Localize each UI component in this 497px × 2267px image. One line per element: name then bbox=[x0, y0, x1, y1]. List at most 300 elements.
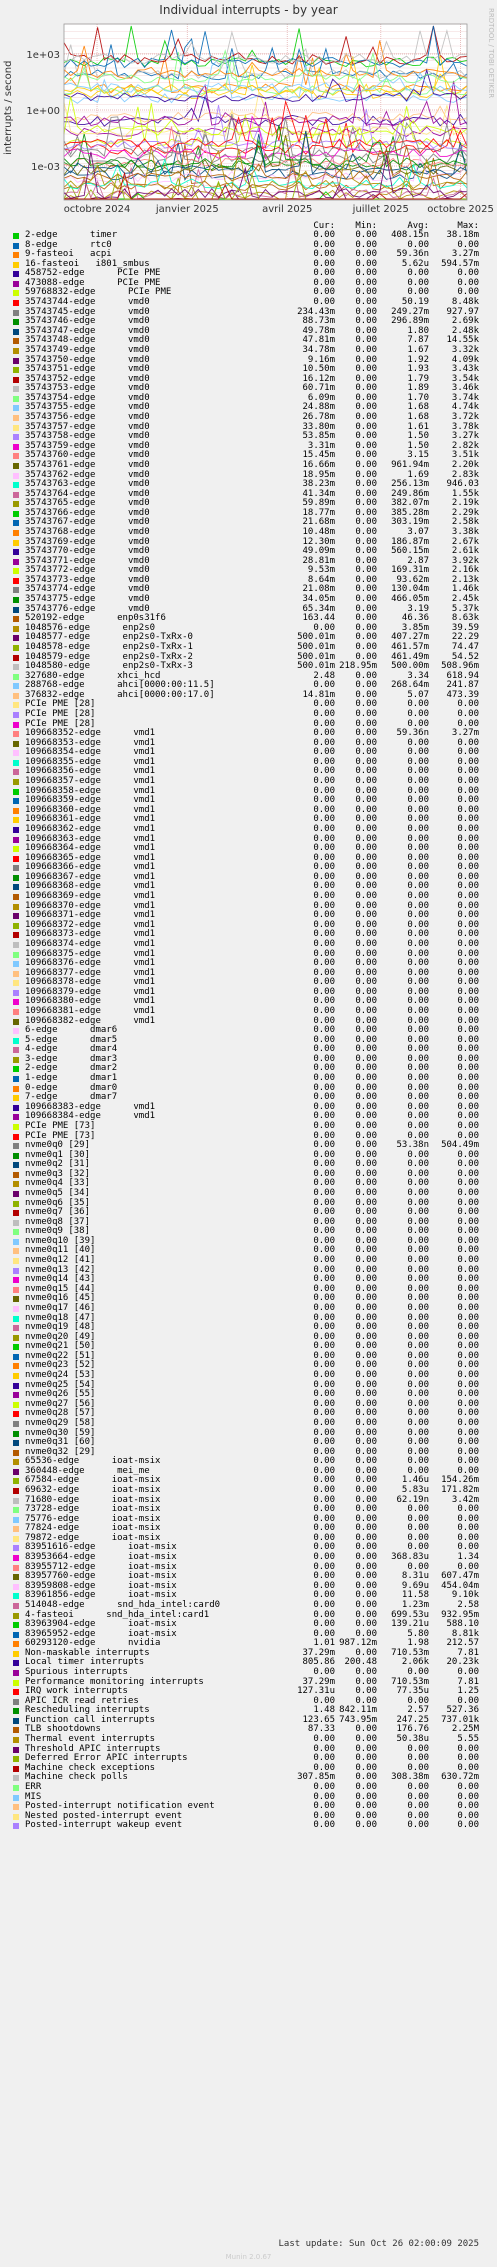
legend-swatch bbox=[13, 1565, 19, 1571]
legend-avg: 0.00 bbox=[407, 1456, 429, 1467]
legend-max: 8.48k bbox=[451, 297, 479, 308]
legend-avg: 1.92 bbox=[407, 354, 429, 365]
legend-label: Threshold APIC interrupts bbox=[25, 1743, 161, 1754]
legend-label: 2-edge timer bbox=[25, 230, 118, 240]
legend-avg: 303.19m bbox=[391, 517, 429, 528]
legend-swatch bbox=[13, 1153, 19, 1159]
legend-max: 0.00 bbox=[457, 1274, 479, 1285]
legend-min: 0.00 bbox=[355, 1590, 377, 1601]
legend-avg: 3.15 bbox=[407, 450, 429, 461]
chart-title: Individual interrupts - by year bbox=[159, 3, 338, 17]
legend-avg: 0.00 bbox=[407, 1801, 429, 1812]
legend-max: 0.00 bbox=[457, 1446, 479, 1457]
legend-cur: 0.00 bbox=[313, 1484, 335, 1495]
legend-cur: 0.00 bbox=[313, 1111, 335, 1122]
legend-min: 0.00 bbox=[355, 230, 377, 240]
legend-cur: 0.00 bbox=[313, 1159, 335, 1170]
legend-swatch bbox=[13, 741, 19, 747]
legend-row bbox=[0, 1821, 497, 1831]
legend-swatch bbox=[13, 434, 19, 440]
legend-min: 0.00 bbox=[355, 1341, 377, 1352]
legend-avg: 59.36n bbox=[396, 249, 429, 260]
legend-min: 0.00 bbox=[355, 1417, 377, 1428]
legend-avg: 461.49m bbox=[391, 651, 429, 662]
legend-avg: 0.00 bbox=[407, 996, 429, 1007]
legend-min: 0.00 bbox=[355, 565, 377, 576]
legend-cur: 0.00 bbox=[313, 804, 335, 815]
x-tick-label: juillet 2025 bbox=[352, 204, 409, 215]
legend-min: 0.00 bbox=[355, 344, 377, 355]
legend-max: 0.00 bbox=[457, 1820, 479, 1831]
legend-label: 109668367-edge vmd1 bbox=[25, 871, 156, 882]
legend-swatch bbox=[13, 1028, 19, 1034]
legend-min: 0.00 bbox=[355, 1571, 377, 1582]
legend-swatch bbox=[13, 444, 19, 450]
legend-max: 618.94 bbox=[446, 670, 479, 681]
legend-min: 0.00 bbox=[355, 1695, 377, 1706]
legend-avg: 62.19n bbox=[396, 1494, 429, 1505]
legend-cur: 0.00 bbox=[313, 1437, 335, 1448]
legend-label: Posted-interrupt notification event bbox=[25, 1801, 215, 1812]
legend-label: 1048580-edge enp2s0-TxRx-3 bbox=[25, 661, 193, 672]
legend-avg: 0.00 bbox=[407, 977, 429, 988]
legend-cur: 6.09m bbox=[307, 392, 335, 403]
legend-max: 0.00 bbox=[457, 1082, 479, 1093]
legend-max: 454.04m bbox=[441, 1580, 479, 1591]
legend-max: 2.45k bbox=[451, 594, 479, 605]
legend-max: 0.00 bbox=[457, 718, 479, 729]
legend-min: 0.00 bbox=[355, 1312, 377, 1323]
legend-swatch bbox=[13, 329, 19, 335]
legend-swatch bbox=[13, 597, 19, 603]
legend-cur: 0.00 bbox=[313, 1350, 335, 1361]
legend-cur: 0.00 bbox=[313, 1389, 335, 1400]
legend-min: 0.00 bbox=[355, 536, 377, 547]
legend-max: 0.00 bbox=[457, 996, 479, 1007]
legend-cur: 0.00 bbox=[313, 1408, 335, 1419]
legend-avg: 0.00 bbox=[407, 1005, 429, 1016]
legend-swatch bbox=[13, 1718, 19, 1724]
legend-label: nvme0q3 [32] bbox=[25, 1168, 91, 1179]
legend-label: Function call interrupts bbox=[25, 1714, 156, 1725]
legend-max: 0.00 bbox=[457, 967, 479, 978]
legend-label: 3-edge dmar3 bbox=[25, 1053, 118, 1064]
legend-cur: 9.16m bbox=[307, 354, 335, 365]
legend-min: 0.00 bbox=[355, 1159, 377, 1170]
legend-label: 1048577-edge enp2s0-TxRx-0 bbox=[25, 632, 193, 643]
legend-label: 109668359-edge vmd1 bbox=[25, 795, 156, 806]
legend-label: 109668368-edge vmd1 bbox=[25, 881, 156, 892]
legend-swatch bbox=[13, 1727, 19, 1733]
legend-max: 527.36 bbox=[446, 1705, 479, 1716]
x-tick-label: avril 2025 bbox=[262, 204, 313, 215]
legend-min: 0.00 bbox=[355, 1398, 377, 1409]
legend-max: 2.58 bbox=[457, 1599, 479, 1610]
legend-min: 0.00 bbox=[355, 737, 377, 748]
legend-min: 0.00 bbox=[355, 594, 377, 605]
legend-max: 3.51k bbox=[451, 450, 479, 461]
legend-max: 2.48k bbox=[451, 325, 479, 336]
legend-label: 4-fasteoi snd_hda_intel:card1 bbox=[25, 1609, 210, 1620]
legend-cur: 0.00 bbox=[313, 622, 335, 633]
legend-avg: 0.00 bbox=[407, 1101, 429, 1112]
legend-label: 360448-edge mei_me bbox=[25, 1465, 150, 1476]
legend-label: Rescheduling interrupts bbox=[25, 1705, 150, 1716]
legend-max: 0.00 bbox=[457, 1149, 479, 1160]
legend-swatch bbox=[13, 243, 19, 249]
legend-cur: 60.71m bbox=[302, 383, 335, 394]
legend-label: 35743771-edge vmd0 bbox=[25, 555, 150, 566]
legend-cur: 0.00 bbox=[313, 1312, 335, 1323]
legend-swatch bbox=[13, 865, 19, 871]
legend-swatch bbox=[13, 1775, 19, 1781]
legend-cur: 0.00 bbox=[313, 977, 335, 988]
legend-min: 0.00 bbox=[355, 833, 377, 844]
legend-swatch bbox=[13, 530, 19, 536]
legend-min: 0.00 bbox=[355, 1609, 377, 1620]
legend-label: nvme0q24 [53] bbox=[25, 1370, 96, 1381]
legend-max: 0.00 bbox=[457, 1216, 479, 1227]
legend-cur: 0.00 bbox=[313, 900, 335, 911]
legend-min: 0.00 bbox=[355, 1063, 377, 1074]
legend-swatch bbox=[13, 942, 19, 948]
legend-min: 0.00 bbox=[355, 239, 377, 250]
legend-max: 0.00 bbox=[457, 1417, 479, 1428]
legend-min: 0.00 bbox=[355, 929, 377, 940]
legend-label: IRQ work interrupts bbox=[25, 1686, 128, 1697]
legend-min: 0.00 bbox=[355, 1523, 377, 1534]
x-tick-label: octobre 2024 bbox=[63, 204, 131, 215]
legend-cur: 0.00 bbox=[313, 1341, 335, 1352]
legend-swatch bbox=[13, 923, 19, 929]
legend-min: 0.00 bbox=[355, 910, 377, 921]
legend-min: 0.00 bbox=[355, 498, 377, 509]
legend-max: 20.23k bbox=[446, 1657, 479, 1668]
legend-min: 0.00 bbox=[355, 900, 377, 911]
legend-swatch bbox=[13, 817, 19, 823]
legend-label: MIS bbox=[25, 1791, 42, 1802]
legend-max: 3.54k bbox=[451, 373, 479, 384]
legend-min: 0.00 bbox=[355, 1302, 377, 1313]
legend-min: 0.00 bbox=[355, 1484, 377, 1495]
legend-avg: 0.00 bbox=[407, 776, 429, 787]
legend-swatch bbox=[13, 1603, 19, 1609]
legend-max: 0.00 bbox=[457, 1312, 479, 1323]
legend-label: 16-fasteoi i801_smbus bbox=[25, 258, 150, 269]
legend-max: 0.00 bbox=[457, 1178, 479, 1189]
legend-swatch bbox=[13, 1689, 19, 1695]
legend-cur: 0.00 bbox=[313, 958, 335, 969]
legend-avg: 710.53m bbox=[391, 1647, 429, 1658]
legend-swatch bbox=[13, 1766, 19, 1772]
legend-label: nvme0q25 [54] bbox=[25, 1379, 96, 1390]
legend-cur: 0.00 bbox=[313, 1446, 335, 1457]
legend-swatch bbox=[13, 1095, 19, 1101]
legend-label: Deferred Error APIC interrupts bbox=[25, 1753, 188, 1764]
legend-min: 0.00 bbox=[355, 1456, 377, 1467]
legend-avg: 0.00 bbox=[407, 900, 429, 911]
legend-min: 0.00 bbox=[355, 1015, 377, 1026]
legend-label: 109668366-edge vmd1 bbox=[25, 862, 156, 873]
legend-label: nvme0q15 [44] bbox=[25, 1283, 96, 1294]
legend-avg: 1.89 bbox=[407, 383, 429, 394]
legend-max: 0.00 bbox=[457, 1523, 479, 1534]
legend-avg: 0.00 bbox=[407, 1092, 429, 1103]
legend-max: 3.46k bbox=[451, 383, 479, 394]
legend-swatch bbox=[13, 1507, 19, 1513]
legend-max: 7.81 bbox=[457, 1676, 479, 1687]
legend-avg: 268.64m bbox=[391, 680, 429, 691]
legend-swatch bbox=[13, 952, 19, 958]
legend-cur: 0.00 bbox=[313, 756, 335, 767]
legend-avg: 0.00 bbox=[407, 1331, 429, 1342]
legend-avg: 0.00 bbox=[407, 1504, 429, 1515]
legend-swatch bbox=[13, 1057, 19, 1063]
legend-swatch bbox=[13, 1335, 19, 1341]
legend-swatch bbox=[13, 626, 19, 632]
legend-max: 0.00 bbox=[457, 929, 479, 940]
legend-label: 35743752-edge vmd0 bbox=[25, 373, 150, 384]
legend-max: 0.00 bbox=[457, 1226, 479, 1237]
legend-avg: 139.21u bbox=[391, 1619, 429, 1630]
legend-min: 0.00 bbox=[355, 1350, 377, 1361]
legend-avg: 0.00 bbox=[407, 1073, 429, 1084]
legend-swatch bbox=[13, 386, 19, 392]
legend-swatch bbox=[13, 932, 19, 938]
legend-avg: 1.50 bbox=[407, 440, 429, 451]
legend-swatch bbox=[13, 377, 19, 383]
legend-cur: 805.86 bbox=[302, 1657, 335, 1668]
legend-min: 0.00 bbox=[355, 641, 377, 652]
legend-swatch bbox=[13, 664, 19, 670]
legend-avg: 0.00 bbox=[407, 1034, 429, 1045]
legend-cur: 0.00 bbox=[313, 1005, 335, 1016]
legend-label: 109668353-edge vmd1 bbox=[25, 737, 156, 748]
legend-cur: 0.00 bbox=[313, 1609, 335, 1620]
legend-swatch bbox=[13, 415, 19, 421]
legend-cur: 0.00 bbox=[313, 929, 335, 940]
legend-min: 0.00 bbox=[355, 249, 377, 260]
legend-cur: 500.01m bbox=[297, 632, 335, 643]
legend-swatch bbox=[13, 587, 19, 593]
legend-avg: 1.68 bbox=[407, 402, 429, 413]
legend-max: 0.00 bbox=[457, 1063, 479, 1074]
legend-label: 35743750-edge vmd0 bbox=[25, 354, 150, 365]
legend-max: 3.74k bbox=[451, 392, 479, 403]
legend-max: 0.00 bbox=[457, 1513, 479, 1524]
legend-label: PCIe PME [73] bbox=[25, 1130, 96, 1141]
legend-max: 0.00 bbox=[457, 776, 479, 787]
y-tick-label: 1e+00 bbox=[26, 106, 60, 117]
legend-swatch bbox=[13, 1354, 19, 1360]
legend-label: 35743774-edge vmd0 bbox=[25, 584, 150, 595]
legend-cur: 0.00 bbox=[313, 948, 335, 959]
legend-min: 0.00 bbox=[355, 383, 377, 394]
legend-max: 508.96m bbox=[441, 661, 479, 672]
legend-avg: 0.00 bbox=[407, 699, 429, 710]
legend-min: 0.00 bbox=[355, 622, 377, 633]
legend-min: 0.00 bbox=[355, 431, 377, 442]
legend-max: 932.95m bbox=[441, 1609, 479, 1620]
legend-swatch bbox=[13, 1316, 19, 1322]
legend-label: 69632-edge ioat-msix bbox=[25, 1484, 161, 1495]
legend-label: nvme0q27 [56] bbox=[25, 1398, 96, 1409]
legend-swatch bbox=[13, 1670, 19, 1676]
legend-swatch bbox=[13, 1325, 19, 1331]
legend-swatch bbox=[13, 1536, 19, 1542]
legend-label: 109668381-edge vmd1 bbox=[25, 1005, 156, 1016]
legend-max: 3.42m bbox=[451, 1494, 479, 1505]
legend-cur: 0.00 bbox=[313, 1571, 335, 1582]
legend-cur: 10.48m bbox=[302, 526, 335, 537]
legend-avg: 0.00 bbox=[407, 1015, 429, 1026]
legend-max: 0.00 bbox=[457, 766, 479, 777]
legend-label: nvme0q5 [34] bbox=[25, 1188, 91, 1198]
legend-cur: 0.00 bbox=[313, 680, 335, 691]
legend-min: 0.00 bbox=[355, 814, 377, 825]
legend-min: 0.00 bbox=[355, 1111, 377, 1122]
legend-min: 0.00 bbox=[355, 1092, 377, 1103]
legend-swatch bbox=[13, 1450, 19, 1456]
legend-swatch bbox=[13, 1747, 19, 1753]
legend-swatch bbox=[13, 425, 19, 431]
legend-swatch bbox=[13, 1622, 19, 1628]
legend-label: 473088-edge PCIe PME bbox=[25, 277, 161, 288]
legend-swatch bbox=[13, 1632, 19, 1638]
legend-min: 0.00 bbox=[355, 412, 377, 423]
legend-cur: 47.81m bbox=[302, 335, 335, 346]
legend-max: 0.00 bbox=[457, 1561, 479, 1572]
legend-swatch bbox=[13, 1114, 19, 1120]
legend-label: 109668383-edge vmd1 bbox=[25, 1101, 156, 1112]
legend-avg: 0.00 bbox=[407, 843, 429, 854]
legend-min: 0.00 bbox=[355, 613, 377, 624]
legend-cur: 0.00 bbox=[313, 1245, 335, 1256]
legend-avg: 0.00 bbox=[407, 1025, 429, 1036]
legend-cur: 0.00 bbox=[313, 1322, 335, 1333]
legend-label: 83953664-edge ioat-msix bbox=[25, 1552, 177, 1563]
legend-swatch bbox=[13, 1181, 19, 1187]
legend-min: 0.00 bbox=[355, 1465, 377, 1476]
legend-swatch bbox=[13, 1756, 19, 1762]
legend-min: 0.00 bbox=[355, 1255, 377, 1266]
legend-max: 8.63k bbox=[451, 613, 479, 624]
legend-cur: 0.00 bbox=[313, 833, 335, 844]
legend-max: 0.00 bbox=[457, 1130, 479, 1141]
legend-cur: 0.00 bbox=[313, 1504, 335, 1515]
legend-min: 0.00 bbox=[355, 603, 377, 614]
legend-max: 1.34 bbox=[457, 1552, 479, 1563]
legend-min: 0.00 bbox=[355, 632, 377, 643]
legend-avg: 176.76 bbox=[396, 1724, 429, 1735]
legend-swatch bbox=[13, 980, 19, 986]
legend-label: nvme0q2 [31] bbox=[25, 1159, 91, 1170]
legend-max: 0.00 bbox=[457, 1791, 479, 1802]
legend-cur: 33.80m bbox=[302, 421, 335, 432]
legend-avg: 50.19 bbox=[401, 297, 429, 308]
legend-avg: 385.28m bbox=[391, 507, 429, 518]
legend-label: Performance monitoring interrupts bbox=[25, 1676, 204, 1687]
legend-min: 0.00 bbox=[355, 1676, 377, 1687]
legend-max: 0.00 bbox=[457, 977, 479, 988]
legend-cur: 0.00 bbox=[313, 1398, 335, 1409]
legend-min: 0.00 bbox=[355, 804, 377, 815]
legend-cur: 0.00 bbox=[313, 1274, 335, 1285]
legend-max: 0.00 bbox=[457, 1350, 479, 1361]
legend-swatch bbox=[13, 722, 19, 728]
legend-label: 109668361-edge vmd1 bbox=[25, 814, 156, 825]
legend-avg: 0.00 bbox=[407, 1523, 429, 1534]
legend-avg: 2.87 bbox=[407, 555, 429, 566]
legend-avg: 77.35u bbox=[396, 1686, 429, 1697]
legend-avg: 560.15m bbox=[391, 546, 429, 557]
legend-avg: 0.00 bbox=[407, 1398, 429, 1409]
legend-label: 109668354-edge vmd1 bbox=[25, 747, 156, 758]
legend-swatch bbox=[13, 559, 19, 565]
legend-cur: 21.08m bbox=[302, 584, 335, 595]
legend-cur: 0.00 bbox=[313, 1734, 335, 1745]
legend-swatch bbox=[13, 367, 19, 373]
legend-min: 0.00 bbox=[355, 1561, 377, 1572]
legend-swatch bbox=[13, 798, 19, 804]
legend-label: 109668373-edge vmd1 bbox=[25, 929, 156, 940]
legend-min: 0.00 bbox=[355, 1475, 377, 1486]
legend-avg: 1.46u bbox=[401, 1475, 429, 1486]
legend-max: 22.29 bbox=[451, 632, 479, 643]
legend-cur: 1.48 bbox=[313, 1705, 335, 1716]
legend-swatch bbox=[13, 837, 19, 843]
legend-swatch bbox=[13, 1009, 19, 1015]
legend-label: 35743745-edge vmd0 bbox=[25, 306, 150, 317]
legend-max: 0.00 bbox=[457, 1667, 479, 1677]
legend-swatch bbox=[13, 1593, 19, 1599]
legend-min: 0.00 bbox=[355, 1168, 377, 1179]
legend-cur: 37.29m bbox=[302, 1647, 335, 1658]
legend-min: 0.00 bbox=[355, 1647, 377, 1658]
legend-avg: 368.83u bbox=[391, 1552, 429, 1563]
legend-cur: 38.23m bbox=[302, 479, 335, 490]
legend-label: PCIe PME [28] bbox=[25, 718, 96, 729]
legend-avg: 0.00 bbox=[407, 1044, 429, 1055]
legend-max: 74.47 bbox=[451, 641, 479, 652]
legend-cur: 12.30m bbox=[302, 536, 335, 547]
legend-swatch bbox=[13, 1431, 19, 1437]
legend-label: 60293120-edge nvidia bbox=[25, 1638, 161, 1649]
legend-min: 0.00 bbox=[355, 373, 377, 384]
legend-avg: 0.00 bbox=[407, 1753, 429, 1764]
legend-min: 0.00 bbox=[355, 1101, 377, 1112]
legend-swatch bbox=[13, 1498, 19, 1504]
legend-min: 0.00 bbox=[355, 1178, 377, 1189]
legend-avg: 0.00 bbox=[407, 756, 429, 767]
legend-avg: 0.00 bbox=[407, 268, 429, 279]
legend-min: 0.00 bbox=[355, 1331, 377, 1342]
legend-min: 0.00 bbox=[355, 1082, 377, 1093]
legend-label: 73728-edge ioat-msix bbox=[25, 1504, 161, 1515]
legend-avg: 0.00 bbox=[407, 1810, 429, 1821]
legend-label: 71680-edge ioat-msix bbox=[25, 1494, 161, 1505]
legend-cur: 0.00 bbox=[313, 871, 335, 882]
legend-max: 0.00 bbox=[457, 1302, 479, 1313]
legend-swatch bbox=[13, 396, 19, 402]
legend-cur: 0.00 bbox=[313, 239, 335, 250]
legend-min: 0.00 bbox=[355, 335, 377, 346]
legend-avg: 0.00 bbox=[407, 1111, 429, 1122]
legend-avg: 0.00 bbox=[407, 795, 429, 806]
legend-cur: 163.44 bbox=[302, 613, 335, 624]
legend-avg: 382.07m bbox=[391, 498, 429, 509]
legend-max: 0.00 bbox=[457, 1542, 479, 1553]
